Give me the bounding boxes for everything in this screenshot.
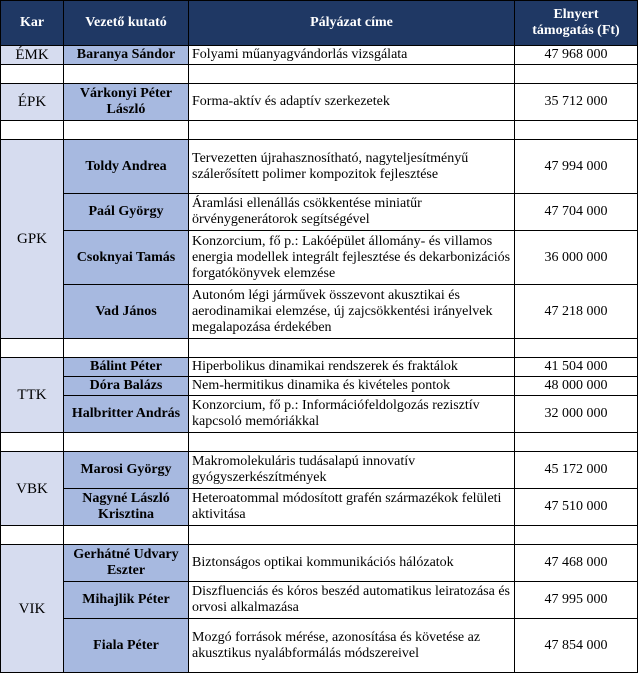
table-row xyxy=(1,396,638,433)
separator-row xyxy=(1,526,638,545)
header-elnyert-tamogatas xyxy=(515,1,638,46)
researcher-cell: Paál György xyxy=(64,194,189,231)
researcher-cell: Mihajlik Péter xyxy=(64,582,189,619)
table-row xyxy=(1,452,638,489)
separator-row xyxy=(1,121,638,140)
kar-cell: VIK xyxy=(1,545,64,673)
amount-cell: 36 000 000 xyxy=(515,231,638,285)
header-vezeto-kutato: Vezető kutató xyxy=(64,1,189,46)
table-row xyxy=(1,545,638,582)
table-row xyxy=(1,194,638,231)
researcher-cell: Várkonyi Péter László xyxy=(64,84,189,121)
researcher-cell: Bálint Péter xyxy=(64,358,189,377)
amount-cell: 47 994 000 xyxy=(515,140,638,194)
kar-cell: ÉMK xyxy=(1,46,64,65)
researcher-cell: Gerhátné Udvary Eszter xyxy=(64,545,189,582)
table-row xyxy=(1,231,638,285)
title-cell: Autonóm légi járművek összevont akusztikai és aerodinamikai elemzése, új zajcsökkentési irányelvek megalapozása érdekében xyxy=(189,285,515,339)
amount-cell: 47 510 000 xyxy=(515,489,638,526)
amount-cell: 47 468 000 xyxy=(515,545,638,582)
table-row xyxy=(1,46,638,65)
table-row xyxy=(1,140,638,194)
table-row xyxy=(1,285,638,339)
separator-row xyxy=(1,339,638,358)
header-kar: Kar xyxy=(1,1,64,46)
amount-cell: 47 968 000 xyxy=(515,46,638,65)
researcher-cell: Baranya Sándor xyxy=(64,46,189,65)
title-cell: Nem-hermitikus dinamika és kivételes pontok xyxy=(189,377,515,396)
title-cell: Diszfluenciás és kóros beszéd automatikus leiratozása és orvosi alkalmazása xyxy=(189,582,515,619)
amount-cell: 32 000 000 xyxy=(515,396,638,433)
title-cell: Hiperbolikus dinamikai rendszerek és fraktálok xyxy=(189,358,515,377)
title-cell: Folyami műanyagvándorlás vizsgálata xyxy=(189,46,515,65)
separator-row xyxy=(1,65,638,84)
title-cell: Biztonságos optikai kommunikációs hálózatok xyxy=(189,545,515,582)
title-cell: Makromolekuláris tudásalapú innovatív gyógyszerkészítmények xyxy=(189,452,515,489)
researcher-cell: Dóra Balázs xyxy=(64,377,189,396)
amount-cell: 48 000 000 xyxy=(515,377,638,396)
amount-cell: 47 218 000 xyxy=(515,285,638,339)
amount-cell: 41 504 000 xyxy=(515,358,638,377)
title-cell: Áramlási ellenállás csökkentése miniatűr örvénygenerátorok segítségével xyxy=(189,194,515,231)
amount-cell: 47 704 000 xyxy=(515,194,638,231)
separator-row xyxy=(1,433,638,452)
kar-cell: ÉPK xyxy=(1,84,64,121)
amount-cell: 47 854 000 xyxy=(515,619,638,673)
amount-cell: 47 995 000 xyxy=(515,582,638,619)
title-cell: Konzorcium, fő p.: Lakóépület állomány- és villamos energia modellek integrált fejlesztése és dekarbonizációs forgatókönyvek elemzése xyxy=(189,231,515,285)
table-row xyxy=(1,84,638,121)
header-tamogatas-line1: Elnyert xyxy=(553,7,599,22)
title-cell: Konzorcium, fő p.: Információfeldolgozás rezisztív kapcsoló memóriákkal xyxy=(189,396,515,433)
kar-cell: TTK xyxy=(1,358,64,433)
amount-cell: 45 172 000 xyxy=(515,452,638,489)
table-row xyxy=(1,619,638,673)
researcher-cell: Csoknyai Tamás xyxy=(64,231,189,285)
researcher-cell: Toldy Andrea xyxy=(64,140,189,194)
title-cell: Tervezetten újrahasznosítható, nagyteljesítményű szálerősített polimer kompozitok fejlesztése xyxy=(189,140,515,194)
researcher-cell: Fiala Péter xyxy=(64,619,189,673)
amount-cell: 35 712 000 xyxy=(515,84,638,121)
header-palyazat-cime: Pályázat címe xyxy=(189,1,515,46)
header-tamogatas-line2: támogatás (Ft) xyxy=(532,23,620,38)
researcher-cell: Nagyné László Krisztina xyxy=(64,489,189,526)
title-cell: Mozgó források mérése, azonosítása és követése az akusztikus nyalábformálás módszereivel xyxy=(189,619,515,673)
table-row xyxy=(1,582,638,619)
researcher-cell: Vad János xyxy=(64,285,189,339)
researcher-cell: Halbritter András xyxy=(64,396,189,433)
title-cell: Heteroatommal módosított grafén származékok felületi aktivitása xyxy=(189,489,515,526)
table-row xyxy=(1,358,638,377)
kar-cell: VBK xyxy=(1,452,64,526)
header-row xyxy=(1,1,638,46)
title-cell: Forma-aktív és adaptív szerkezetek xyxy=(189,84,515,121)
kar-cell: GPK xyxy=(1,140,64,339)
table-row xyxy=(1,377,638,396)
table-row xyxy=(1,489,638,526)
researcher-cell: Marosi György xyxy=(64,452,189,489)
